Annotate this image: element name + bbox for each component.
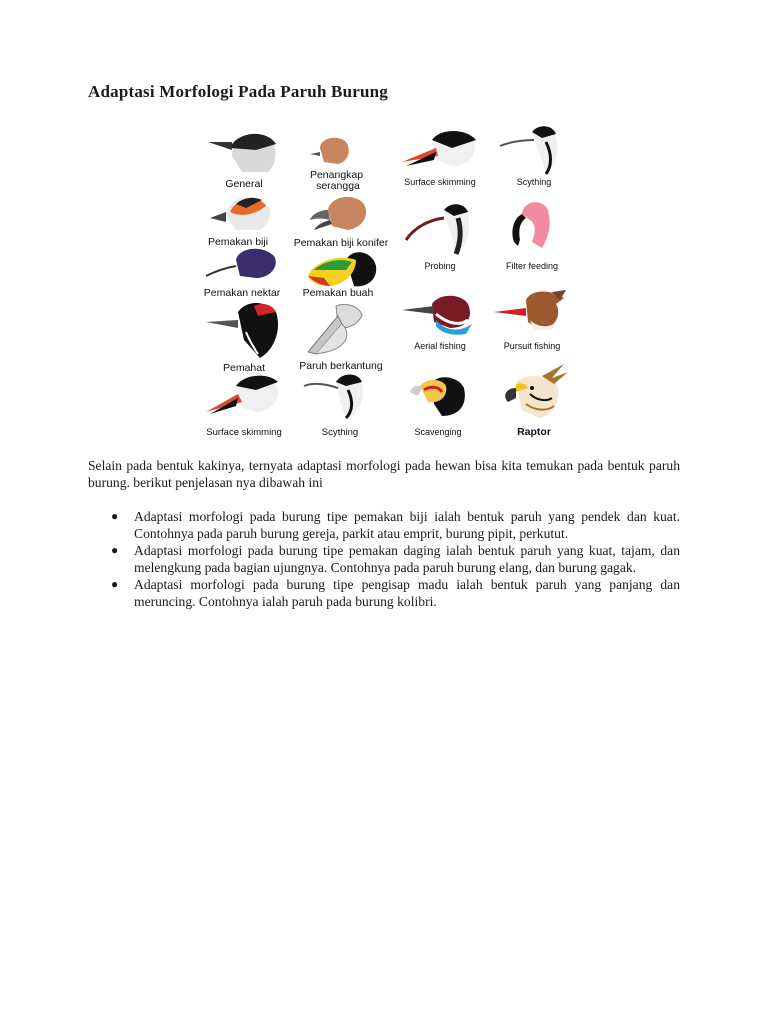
list-item-text: Adaptasi morfologi pada burung tipe pemakan daging ialah bentuk paruh yang kuat, tajam, dan melengkung pada bagian ujungnya. Contohnya pada paruh burung elang, dan burung gagak. [134, 543, 680, 575]
insect-catcher-bird-head-icon [310, 138, 349, 164]
bird-label: Paruh berkantung [299, 360, 383, 372]
raptor-bird-head-icon [505, 364, 568, 418]
list-item [88, 508, 680, 542]
bird-label: Pemakan nektar [203, 287, 281, 299]
scavenging-bird-head-icon [410, 377, 465, 416]
chiseling-bird-head-icon [206, 303, 278, 358]
bird-label: General [225, 178, 263, 190]
bird-label: Filter feeding [505, 261, 559, 271]
list-item-text: Adaptasi morfologi pada burung tipe pemakan biji ialah bentuk paruh yang pendek dan kuat. Contohnya pada paruh burung gereja, parkit atau emprit, burung pipit, perkutut. [134, 509, 680, 541]
bullet-icon: ● [111, 543, 119, 557]
fruit-eater-bird-head-icon [308, 252, 376, 286]
filter-feeding-bird-head-icon [512, 202, 549, 248]
bird-label [310, 169, 366, 192]
pursuit-fishing-bird-head-icon [494, 290, 566, 330]
bird-label: Pemahat [222, 362, 266, 374]
bird-label: Scything [516, 177, 552, 187]
pouched-bill-bird-head-icon [308, 304, 362, 354]
bird-label-line-1: Penangkap [309, 169, 364, 181]
general-bird-head-icon [208, 134, 276, 172]
bird-label: Raptor [517, 426, 551, 438]
bird-label: Probing [424, 261, 456, 271]
surface-skimming-bird-head-icon [402, 131, 476, 166]
aerial-fishing-bird-head-icon [402, 296, 472, 335]
list-item [88, 542, 680, 576]
bird-label: Surface skimming [206, 427, 282, 438]
bird-beak-illustration [196, 120, 576, 446]
bullet-icon: ● [111, 577, 119, 591]
list-item [88, 576, 680, 610]
bird-label: Pemakan biji [207, 236, 269, 248]
conifer-seed-eater-bird-head-icon [310, 197, 366, 230]
seed-eater-bird-head-icon [210, 197, 270, 230]
nectar-eater-bird-head-icon [206, 249, 276, 278]
probing-bird-head-icon [406, 204, 469, 254]
bird-label: Pemakan buah [302, 287, 374, 299]
list-item-text: Adaptasi morfologi pada burung tipe pengisap madu ialah bentuk paruh yang panjang dan meruncing. Contohnya ialah paruh pada burung kolibri. [134, 577, 680, 609]
scything-bird-head-icon [304, 375, 363, 419]
bird-label: Pemakan biji konifer [293, 237, 389, 249]
bird-label-line-2: serangga [316, 180, 360, 192]
page-title: Adaptasi Morfologi Pada Paruh Burung [88, 82, 389, 101]
bullet-icon: ● [111, 509, 119, 523]
scything-bird-head-icon [500, 126, 558, 174]
bird-label: Scything [321, 427, 359, 438]
bird-label: Aerial fishing [414, 341, 466, 351]
surface-skimming-bird-head-icon [206, 376, 278, 414]
bird-label: Surface skimming [404, 177, 476, 187]
bird-label: Pursuit fishing [503, 341, 561, 351]
bird-beak-figure [196, 120, 576, 446]
intro-paragraph: Selain pada bentuk kakinya, ternyata adaptasi morfologi pada hewan bisa kita temukan pada bentuk paruh burung. berikut penjelasan nya dibawah ini [88, 458, 680, 490]
bullet-list [88, 508, 680, 610]
bird-label: Scavenging [414, 427, 462, 437]
